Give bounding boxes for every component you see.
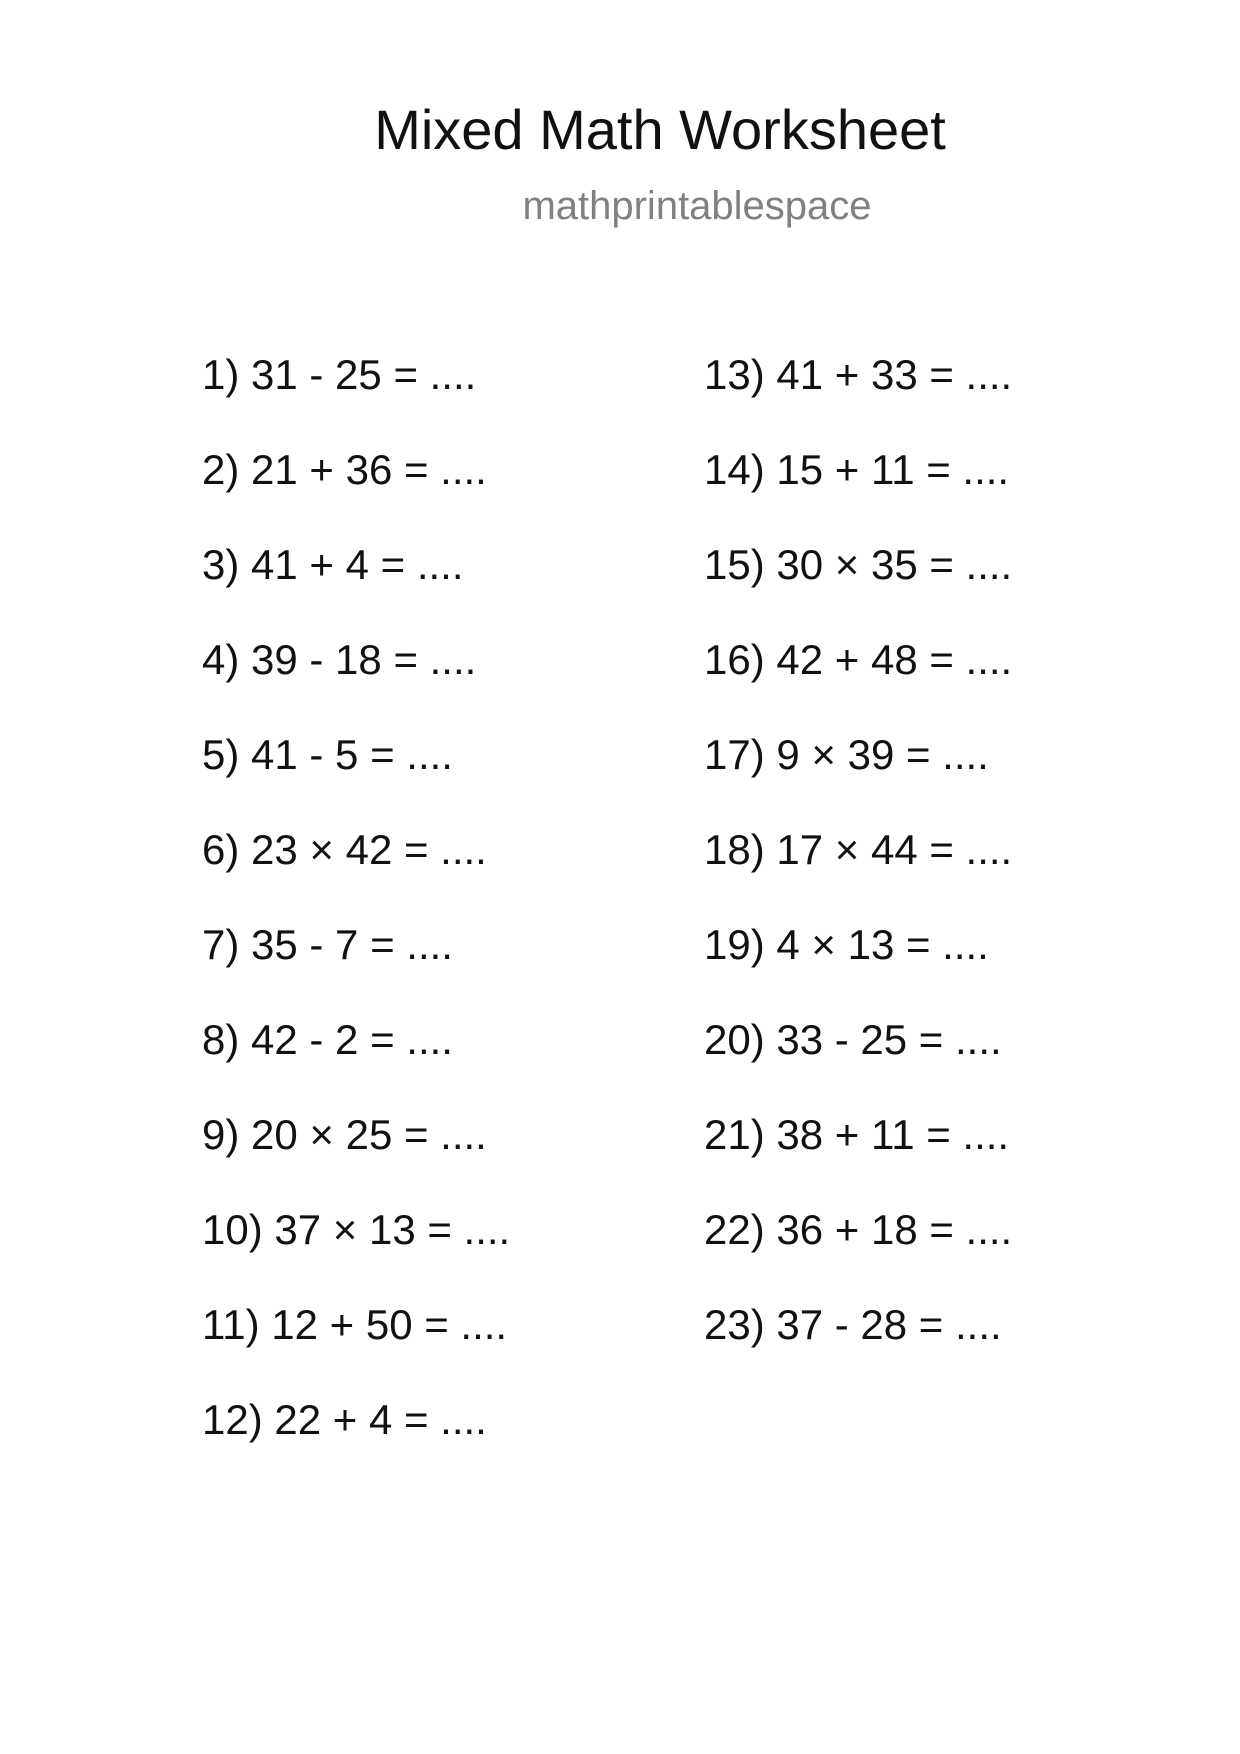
problem-19: 19) 4 × 13 = .... [704,921,989,968]
problem-5: 5) 41 - 5 = .... [202,731,453,778]
problem-11: 11) 12 + 50 = .... [202,1301,508,1348]
problem-20: 20) 33 - 25 = .... [704,1016,1002,1063]
problem-14: 14) 15 + 11 = .... [704,446,1010,493]
worksheet-title: Mixed Math Worksheet [374,98,946,161]
problem-17: 17) 9 × 39 = .... [704,731,989,778]
problem-1: 1) 31 - 25 = .... [202,351,477,398]
problem-18: 18) 17 × 44 = .... [704,826,1013,873]
problem-16: 16) 42 + 48 = .... [704,636,1013,683]
problems-left-column [202,350,510,1490]
problem-8: 8) 42 - 2 = .... [202,1016,453,1063]
problem-13: 13) 41 + 33 = .... [704,351,1013,398]
problem-23: 23) 37 - 28 = .... [704,1301,1002,1348]
problem-22: 22) 36 + 18 = .... [704,1206,1013,1253]
problem-3: 3) 41 + 4 = .... [202,541,464,588]
problem-6: 6) 23 × 42 = .... [202,826,487,873]
problem-2: 2) 21 + 36 = .... [202,446,487,493]
problem-4: 4) 39 - 18 = .... [202,636,477,683]
problem-21: 21) 38 + 11 = .... [704,1111,1010,1158]
worksheet-subtitle: mathprintablespace [522,184,872,228]
problem-12: 12) 22 + 4 = .... [202,1396,487,1443]
problem-15: 15) 30 × 35 = .... [704,541,1013,588]
problem-9: 9) 20 × 25 = .... [202,1111,487,1158]
problems-right-column [704,350,1012,1395]
problem-7: 7) 35 - 7 = .... [202,921,453,968]
problem-10: 10) 37 × 13 = .... [202,1206,511,1253]
